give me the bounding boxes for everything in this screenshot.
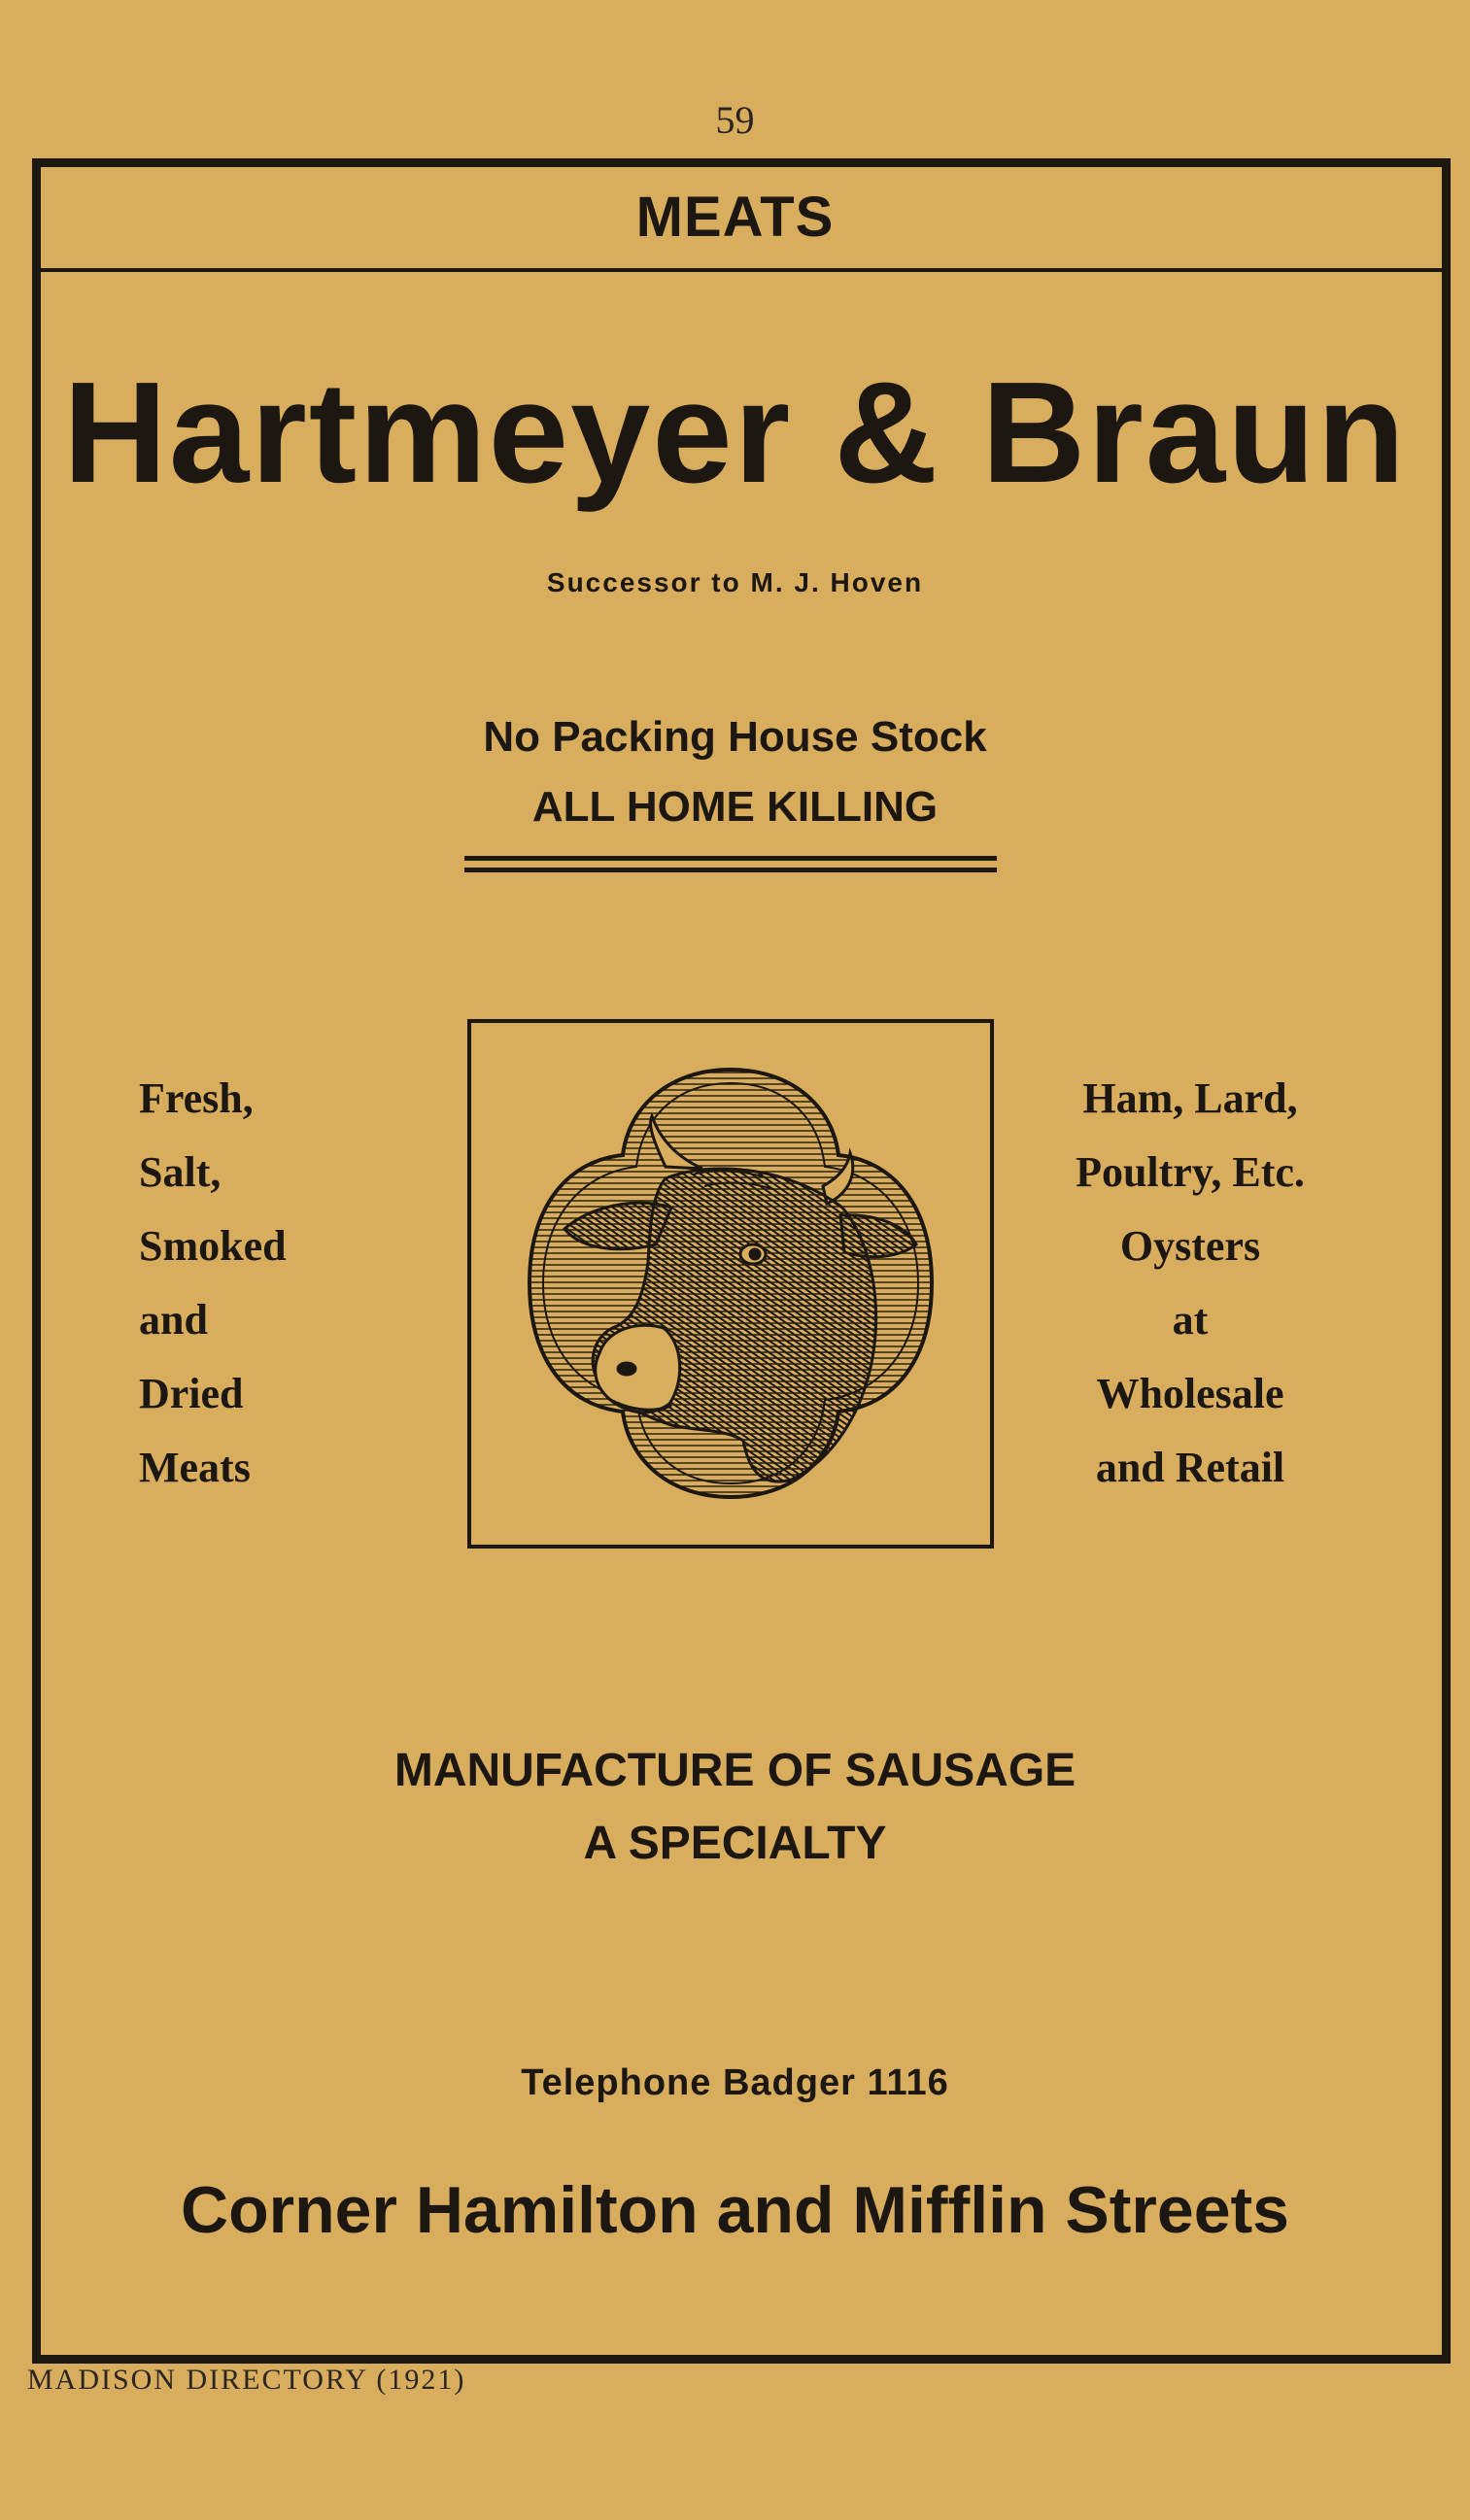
street-address: Corner Hamilton and Mifflin Streets	[181, 2173, 1289, 2247]
left-list-item: Smoked	[139, 1222, 287, 1270]
specialty-line-2: A SPECIALTY	[583, 1818, 887, 1869]
steer-head-icon	[471, 1023, 990, 1545]
right-list-item: Poultry, Etc.	[1076, 1148, 1305, 1196]
left-product-list	[139, 1062, 287, 1505]
tagline-home-killing: ALL HOME KILLING	[531, 783, 939, 831]
left-list-item: Salt,	[139, 1148, 222, 1196]
left-list-item: Meats	[139, 1444, 251, 1491]
left-list-item: Fresh,	[139, 1074, 254, 1122]
page-number: 59	[715, 98, 755, 142]
right-list-item: at	[1172, 1296, 1209, 1344]
specialty-line-1: MANUFACTURE OF SAUSAGE	[393, 1745, 1077, 1796]
successor-line: Successor to M. J. Hoven	[546, 567, 924, 597]
left-list-item: and	[139, 1296, 208, 1344]
steer-head-illustration	[467, 1019, 994, 1549]
double-rule-bottom	[464, 868, 997, 872]
tagline-stock: No Packing House Stock	[483, 713, 987, 761]
business-name: Hartmeyer & Braun	[63, 353, 1407, 513]
section-title: MEATS	[635, 186, 835, 249]
telephone-number: Telephone Badger 1116	[521, 2062, 949, 2103]
right-list-item: Oysters	[1119, 1222, 1261, 1270]
left-list-item: Dried	[139, 1370, 244, 1417]
double-rule-top	[464, 856, 997, 861]
right-product-list	[1030, 1062, 1350, 1505]
right-list-item: and Retail	[1095, 1444, 1285, 1491]
right-list-item: Ham, Lard,	[1082, 1074, 1298, 1122]
right-list-item: Wholesale	[1096, 1370, 1284, 1417]
directory-footer: MADISON DIRECTORY (1921)	[27, 2364, 466, 2396]
